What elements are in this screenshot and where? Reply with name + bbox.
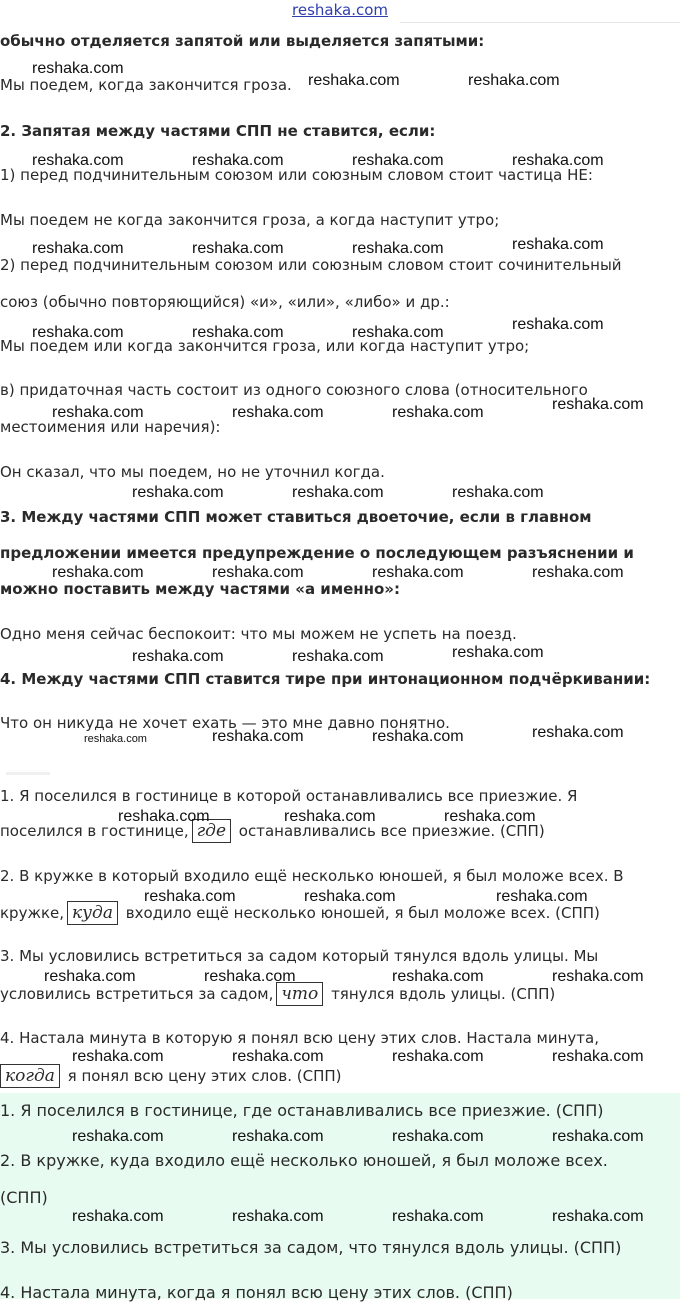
watermark: reshaka.com bbox=[232, 404, 324, 421]
watermark: reshaka.com bbox=[496, 888, 588, 905]
watermark: reshaka.com bbox=[512, 236, 604, 253]
watermark: reshaka.com bbox=[304, 888, 396, 905]
answer-word-box: куда bbox=[67, 901, 118, 925]
rule-text: в) придаточная часть состоит из одного союзного слова (относительного bbox=[0, 381, 588, 399]
answer-suffix: входило ещё несколько юношей, я был моложе всех. (СПП) bbox=[120, 904, 600, 922]
rule-text: 1) перед подчинительным союзом или союзным словом стоит частица НЕ: bbox=[0, 166, 593, 184]
watermark: reshaka.com bbox=[352, 152, 444, 169]
watermark: reshaka.com bbox=[392, 1208, 484, 1225]
watermark: reshaka.com bbox=[552, 1208, 644, 1225]
watermark: reshaka.com bbox=[392, 404, 484, 421]
watermark: reshaka.com bbox=[232, 1128, 324, 1145]
watermark: reshaka.com bbox=[72, 1128, 164, 1145]
watermark: reshaka.com bbox=[512, 316, 604, 333]
watermark: reshaka.com bbox=[144, 888, 236, 905]
rule-heading: 4. Между частями СПП ставится тире при интонационном подчёркивании: bbox=[0, 670, 651, 688]
exercise-line: 2. В кружке в который входило ещё несколько юношей, я был моложе всех. В bbox=[0, 867, 624, 885]
watermark: reshaka.com bbox=[204, 968, 296, 985]
watermark: reshaka.com bbox=[72, 1208, 164, 1225]
watermark: reshaka.com bbox=[552, 968, 644, 985]
watermark: reshaka.com bbox=[232, 1048, 324, 1065]
watermark: reshaka.com bbox=[232, 1208, 324, 1225]
watermark: reshaka.com bbox=[292, 484, 384, 501]
example-text: Мы поедем или когда закончится гроза, или когда наступит утро; bbox=[0, 337, 530, 355]
watermark: reshaka.com bbox=[372, 564, 464, 581]
watermark: reshaka.com bbox=[72, 1048, 164, 1065]
watermark: reshaka.com bbox=[452, 644, 544, 661]
rule-text: союз (обычно повторяющийся) «и», «или», «либо» и др.: bbox=[0, 293, 450, 311]
divider bbox=[6, 772, 50, 775]
example-text: Одно меня сейчас беспокоит: что мы можем не успеть на поезд. bbox=[0, 625, 517, 643]
answer-line: 2. В кружке, куда входило ещё несколько юношей, я был моложе всех. bbox=[0, 1151, 608, 1170]
watermark: reshaka.com bbox=[352, 324, 444, 341]
watermark: reshaka.com bbox=[444, 808, 536, 825]
watermark: reshaka.com bbox=[192, 324, 284, 341]
example-text: Мы поедем, когда закончится гроза. bbox=[0, 76, 292, 94]
watermark: reshaka.com bbox=[284, 808, 376, 825]
exercise-line: 3. Мы условились встретиться за садом который тянулся вдоль улицы. Мы bbox=[0, 947, 599, 965]
exercise-line: 1. Я поселился в гостинице в которой останавливались все приезжие. Я bbox=[0, 787, 578, 805]
example-text: Он сказал, что мы поедем, но не уточнил когда. bbox=[0, 463, 385, 481]
watermark: reshaka.com bbox=[292, 648, 384, 665]
answer-word-box: где bbox=[192, 819, 231, 843]
answer-prefix: поселился в гостинице, bbox=[0, 822, 189, 840]
watermark: reshaka.com bbox=[32, 324, 124, 341]
answer-line: 1. Я поселился в гостинице, где останавливались все приезжие. (СПП) bbox=[0, 1101, 604, 1120]
answer-block bbox=[0, 1093, 680, 1299]
answer-word-box: что bbox=[276, 982, 323, 1006]
answer-word-box: когда bbox=[0, 1064, 60, 1088]
site-link[interactable]: reshaka.com bbox=[292, 1, 388, 19]
watermark: reshaka.com bbox=[118, 808, 210, 825]
exercise-line: 4. Настала минута в которую я понял всю цену этих слов. Настала минута, bbox=[0, 1029, 600, 1047]
rule-text: 2) перед подчинительным союзом или союзным словом стоит сочинительный bbox=[0, 256, 622, 274]
watermark: reshaka.com bbox=[552, 1128, 644, 1145]
answer-prefix: условились встретиться за садом, bbox=[0, 985, 274, 1003]
rule-heading: 3. Между частями СПП может ставиться двоеточие, если в главном bbox=[0, 508, 592, 526]
watermark: reshaka.com bbox=[532, 724, 624, 741]
exercise-answer-line bbox=[0, 1064, 341, 1088]
answer-line: (СПП) bbox=[0, 1188, 48, 1207]
watermark: reshaka.com bbox=[84, 733, 147, 745]
watermark: reshaka.com bbox=[352, 240, 444, 257]
answer-line: 3. Мы условились встретиться за садом, что тянулся вдоль улицы. (СПП) bbox=[0, 1238, 622, 1257]
watermark: reshaka.com bbox=[32, 60, 124, 77]
watermark: reshaka.com bbox=[132, 648, 224, 665]
rule-heading: можно поставить между частями «а именно»: bbox=[0, 580, 400, 598]
watermark: reshaka.com bbox=[552, 1048, 644, 1065]
answer-suffix: останавливались все приезжие. (СПП) bbox=[234, 822, 545, 840]
watermark: reshaka.com bbox=[372, 728, 464, 745]
watermark: reshaka.com bbox=[468, 72, 560, 89]
watermark: reshaka.com bbox=[32, 152, 124, 169]
watermark: reshaka.com bbox=[392, 1128, 484, 1145]
intro-text: обычно отделяется запятой или выделяется запятыми: bbox=[0, 32, 485, 50]
example-text: Что он никуда не хочет ехать — это мне давно понятно. bbox=[0, 714, 450, 732]
divider bbox=[400, 22, 680, 23]
watermark: reshaka.com bbox=[212, 564, 304, 581]
answer-suffix: я понял всю цену этих слов. (СПП) bbox=[62, 1067, 342, 1085]
watermark: reshaka.com bbox=[52, 564, 144, 581]
example-text: Мы поедем не когда закончится гроза, а когда наступит утро; bbox=[0, 211, 500, 229]
rule-heading: 2. Запятая между частями СПП не ставится, если: bbox=[0, 122, 436, 140]
watermark: reshaka.com bbox=[512, 152, 604, 169]
watermark: reshaka.com bbox=[308, 72, 400, 89]
watermark: reshaka.com bbox=[32, 240, 124, 257]
watermark: reshaka.com bbox=[52, 404, 144, 421]
watermark: reshaka.com bbox=[192, 240, 284, 257]
watermark: reshaka.com bbox=[212, 728, 304, 745]
answer-prefix: кружке, bbox=[0, 904, 65, 922]
rule-text: местоимения или наречия): bbox=[0, 418, 221, 436]
watermark: reshaka.com bbox=[552, 396, 644, 413]
watermark: reshaka.com bbox=[392, 968, 484, 985]
watermark: reshaka.com bbox=[452, 484, 544, 501]
watermark: reshaka.com bbox=[392, 1048, 484, 1065]
watermark: reshaka.com bbox=[532, 564, 624, 581]
watermark: reshaka.com bbox=[44, 968, 136, 985]
answer-suffix: тянулся вдоль улицы. (СПП) bbox=[326, 985, 556, 1003]
watermark: reshaka.com bbox=[192, 152, 284, 169]
answer-line: 4. Настала минута, когда я понял всю цену этих слов. (СПП) bbox=[0, 1283, 513, 1302]
watermark: reshaka.com bbox=[132, 484, 224, 501]
rule-heading: предложении имеется предупреждение о последующем разъяснении и bbox=[0, 544, 634, 562]
